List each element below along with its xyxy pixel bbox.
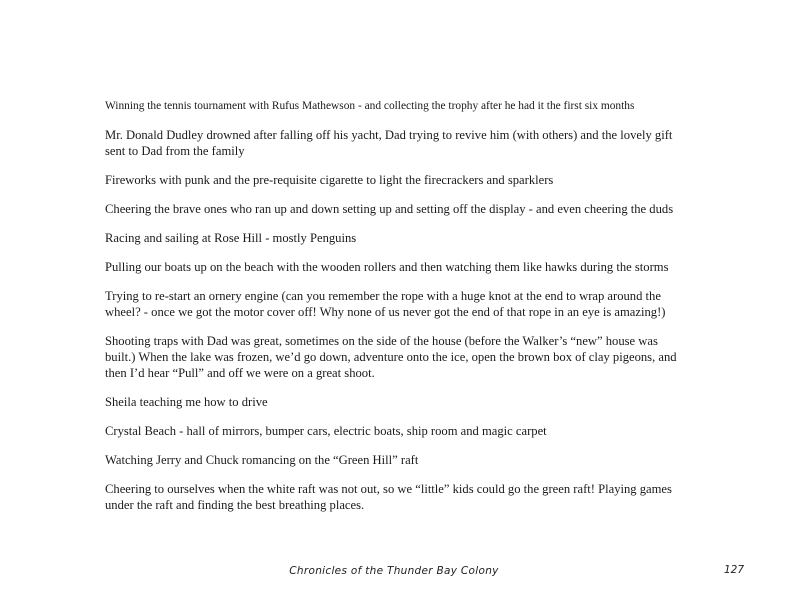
memory-paragraph: Winning the tennis tournament with Rufus Mathewson - and collecting the trophy after he had it the first six months <box>105 100 635 112</box>
memory-paragraph: Pulling our boats up on the beach with the wooden rollers and then watching them like hawks during the storms <box>105 260 669 274</box>
memory-paragraph: Shooting traps with Dad was great, sometimes on the side of the house (before the Walker’s “new” house was built.) When the lake was frozen, we’d go down, adventure onto the ice, open the brown box of clay pigeons, and then I’d hear “Pull” and off we were on a great shoot. <box>105 334 677 380</box>
memory-paragraph: Cheering to ourselves when the white raft was not out, so we “little” kids could go the green raft! Playing games under the raft and finding the best breathing places. <box>105 482 672 512</box>
memory-paragraph: Watching Jerry and Chuck romancing on the “Green Hill” raft <box>105 453 419 467</box>
memory-paragraph: Fireworks with punk and the pre-requisite cigarette to light the firecrackers and sparklers <box>105 173 554 187</box>
footer-book-title: Chronicles of the Thunder Bay Colony <box>289 565 499 577</box>
memory-paragraph: Mr. Donald Dudley drowned after falling off his yacht, Dad trying to revive him (with others) and the lovely gift sent to Dad from the family <box>105 128 673 158</box>
memories-list <box>105 98 685 526</box>
memory-paragraph: Racing and sailing at Rose Hill - mostly Penguins <box>105 231 357 245</box>
memory-paragraph: Crystal Beach - hall of mirrors, bumper cars, electric boats, ship room and magic carpet <box>105 424 547 438</box>
memory-paragraph: Trying to re-start an ornery engine (can you remember the rope with a huge knot at the end to wrap around the wheel? - once we got the motor cover off! Why none of us never got the end of that rope in an eye is amazing!) <box>105 289 666 319</box>
memory-paragraph: Sheila teaching me how to drive <box>105 395 268 409</box>
memory-paragraph: Cheering the brave ones who ran up and down setting up and setting off the display - and even cheering the duds <box>105 202 674 216</box>
page-number: 127 <box>724 564 745 576</box>
